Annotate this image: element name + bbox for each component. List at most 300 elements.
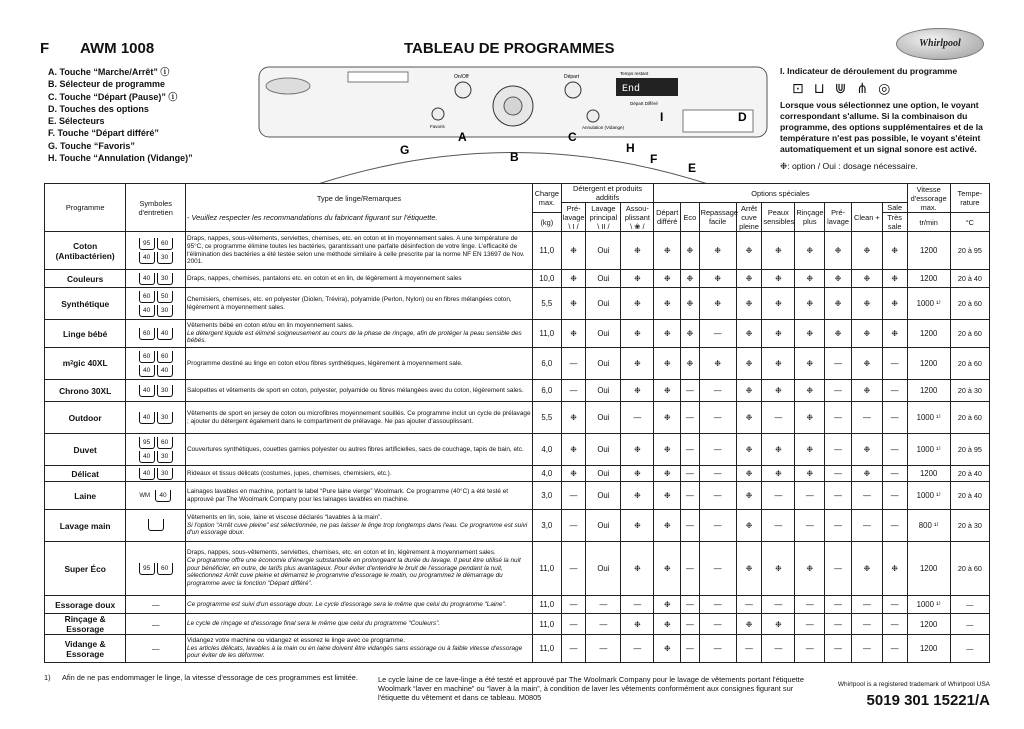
- table-cell: ❉: [851, 232, 882, 270]
- description-text: Draps, nappes, sous-vêtements, serviettes, chemises, etc. en coton et lin, légèrement à moyennement sales.: [187, 549, 496, 556]
- table-cell: ❉: [654, 542, 681, 596]
- table-cell: —: [699, 635, 736, 663]
- table-cell: Oui: [586, 466, 621, 482]
- table-cell: —: [851, 402, 882, 434]
- table-cell: 5,5: [532, 288, 561, 320]
- wash-temp-icon: 95: [139, 437, 155, 449]
- table-cell: —: [950, 596, 989, 614]
- letter-i: I: [660, 110, 664, 124]
- program-name: Outdoor: [45, 402, 126, 434]
- table-cell: 1000 ¹⁾: [907, 402, 950, 434]
- table-cell: Oui: [586, 402, 621, 434]
- table-row: [45, 596, 990, 614]
- program-description: [186, 596, 533, 614]
- table-cell: 3,0: [532, 482, 561, 510]
- wash-temp-icon: 40: [139, 273, 155, 285]
- program-description: [186, 614, 533, 635]
- care-symbols: [126, 232, 186, 270]
- trademark-note: Whirlpool is a registered trademark of Whirlpool USA: [837, 681, 990, 688]
- table-cell: —: [699, 614, 736, 635]
- wash-temp-icon: 30: [157, 273, 173, 285]
- table-row: [45, 288, 990, 320]
- wash-temp-icon: 95: [139, 563, 155, 575]
- table-cell: ❉: [561, 402, 586, 434]
- page-title: TABLEAU DE PROGRAMMES: [404, 40, 615, 57]
- prewash-icon: ⊡: [792, 80, 804, 96]
- program-description: [186, 434, 533, 466]
- legend-item-h: H. Touche “Annulation (Vidange)”: [48, 153, 193, 164]
- label-temps: Temps restant: [620, 71, 649, 76]
- col-vitesse-unit: tr/min: [907, 213, 950, 232]
- wash-temp-icon: 30: [157, 451, 173, 463]
- col-vitesse: Vitesse d'essorage max.: [907, 184, 950, 213]
- table-cell: ❉: [654, 635, 681, 663]
- table-cell: ❉: [621, 542, 654, 596]
- table-cell: —: [825, 482, 852, 510]
- table-cell: ❉: [736, 288, 762, 320]
- model-name: AWM 1008: [80, 40, 155, 57]
- table-cell: ❉: [795, 348, 825, 380]
- table-cell: ❉: [654, 466, 681, 482]
- program-description: [186, 270, 533, 288]
- table-cell: 20 à 40: [950, 466, 989, 482]
- care-symbols: [126, 596, 186, 614]
- table-head: [45, 184, 990, 232]
- table-cell: ❉: [681, 320, 700, 348]
- col-peaux: Peaux sensibles: [762, 203, 795, 232]
- table-cell: 11,0: [532, 232, 561, 270]
- table-cell: 20 à 95: [950, 232, 989, 270]
- table-cell: Oui: [586, 482, 621, 510]
- care-symbols: [126, 320, 186, 348]
- table-cell: —: [681, 510, 700, 542]
- col-type: [186, 184, 533, 232]
- table-cell: ❉: [621, 348, 654, 380]
- col-repassage: Repassage facile: [699, 203, 736, 232]
- table-cell: —: [882, 510, 907, 542]
- table-cell: ❉: [795, 270, 825, 288]
- description-text: Vidangez votre machine ou vidangez et essorez le linge avec ce programme.: [187, 636, 406, 644]
- table-cell: ❉: [654, 596, 681, 614]
- wash-temp-icon: 40: [139, 305, 155, 317]
- program-description: [186, 482, 533, 510]
- table-cell: —: [699, 596, 736, 614]
- table-cell: ❉: [795, 288, 825, 320]
- document-code: 5019 301 15221/A: [866, 692, 990, 709]
- table-cell: ❉: [681, 270, 700, 288]
- table-cell: ❉: [654, 288, 681, 320]
- wash-temp-icon: 30: [157, 412, 173, 424]
- care-symbols: [126, 270, 186, 288]
- wash-temp-icon: 40: [139, 365, 155, 377]
- table-cell: Oui: [586, 320, 621, 348]
- col-charge: Charge max.: [532, 184, 561, 213]
- table-cell: —: [586, 596, 621, 614]
- table-cell: 1000 ¹⁾: [907, 434, 950, 466]
- table-cell: 1200: [907, 232, 950, 270]
- table-cell: ❉: [795, 466, 825, 482]
- table-cell: ❉: [795, 542, 825, 596]
- table-cell: ❉: [736, 320, 762, 348]
- table-cell: ❉: [851, 320, 882, 348]
- table-cell: 1000 ¹⁾: [907, 596, 950, 614]
- table-cell: 20 à 95: [950, 434, 989, 466]
- table-cell: 1200: [907, 380, 950, 402]
- table-cell: ❉: [736, 232, 762, 270]
- table-cell: ❉: [654, 380, 681, 402]
- table-cell: —: [882, 402, 907, 434]
- label-start: Départ: [564, 74, 580, 80]
- table-cell: —: [882, 348, 907, 380]
- table-cell: ❉: [851, 434, 882, 466]
- table-cell: —: [851, 596, 882, 614]
- label-annulation: Annulation (Vidange): [582, 125, 624, 130]
- table-cell: —: [825, 402, 852, 434]
- table-cell: ❉: [795, 380, 825, 402]
- table-cell: Oui: [586, 542, 621, 596]
- care-symbols: [126, 288, 186, 320]
- wash-temp-icon: 95: [139, 238, 155, 250]
- onoff-button: [455, 82, 471, 98]
- description-note: Ce programme offre une économie d'énergie substantielle en prolongeant la durée du lavage. Il peut être utilisé la nuit pour bénéficier, en outre, de tarifs plus avantageux. Pour éviter d'entendre le bruit de l'essorage pendant la nuit, sélectionnez Arrêt cuve pleine et démarrez le programme d'essorage le matin, ou programmez le démarrage du programme avec la fonction “Départ différé”.: [187, 556, 521, 588]
- softener-drawer-icon: \ ❀ /: [630, 221, 645, 231]
- table-cell: ❉: [736, 402, 762, 434]
- table-cell: 11,0: [532, 320, 561, 348]
- table-cell: ❉: [851, 348, 882, 380]
- table-cell: ❉: [654, 482, 681, 510]
- table-cell: —: [795, 510, 825, 542]
- option-icon: ❉: [780, 161, 788, 171]
- legend-item-e: E. Sélecteurs: [48, 116, 105, 127]
- table-cell: ❉: [654, 614, 681, 635]
- table-cell: 4,0: [532, 434, 561, 466]
- description-note: Le cycle de rinçage et d'essorage final sera le même que celui du programme “Couleurs”.: [187, 620, 441, 628]
- table-row: [45, 402, 990, 434]
- program-name: Duvet: [45, 434, 126, 466]
- table-cell: Oui: [586, 380, 621, 402]
- table-cell: ❉: [654, 270, 681, 288]
- table-cell: —: [699, 320, 736, 348]
- table-cell: —: [681, 635, 700, 663]
- wash-temp-icon: 60: [157, 563, 173, 575]
- legend-list: [48, 66, 193, 164]
- spray-icon: ⋔: [856, 80, 869, 96]
- table-cell: ❉: [654, 434, 681, 466]
- program-description: [186, 288, 533, 320]
- wash-temp-icon: 40: [139, 451, 155, 463]
- table-cell: —: [681, 596, 700, 614]
- care-symbols: [126, 434, 186, 466]
- table-cell: —: [882, 596, 907, 614]
- table-cell: 5,5: [532, 402, 561, 434]
- table-cell: Oui: [586, 348, 621, 380]
- description-text: Draps, nappes, chemises, pantalons etc. en coton et en lin, de légèrement à moyennement sales: [187, 274, 462, 282]
- table-cell: —: [561, 542, 586, 596]
- table-cell: 1000 ¹⁾: [907, 482, 950, 510]
- table-cell: 6,0: [532, 348, 561, 380]
- table-cell: —: [699, 466, 736, 482]
- table-cell: —: [699, 510, 736, 542]
- program-description: [186, 380, 533, 402]
- table-cell: 11,0: [532, 596, 561, 614]
- table-cell: ❉: [681, 232, 700, 270]
- col-clean: Clean +: [851, 203, 882, 232]
- col-lavage: [586, 203, 621, 232]
- care-symbols: [126, 348, 186, 380]
- prewash-drawer-icon: \ I /: [568, 221, 579, 231]
- rinse-icon: ⋓: [834, 80, 847, 96]
- table-cell: ❉: [561, 434, 586, 466]
- table-cell: 6,0: [532, 380, 561, 402]
- description-note: Le détergent liquide est éliminé soigneusement au cours de la phase de rinçage, afin de protéger la peau sensible des bébés.: [187, 329, 522, 345]
- legend-item-b: B. Sélecteur de programme: [48, 79, 166, 90]
- table-cell: 20 à 60: [950, 320, 989, 348]
- table-cell: —: [561, 380, 586, 402]
- whirlpool-logo: Whirlpool: [896, 28, 984, 60]
- letter-g: G: [400, 143, 410, 157]
- col-programme: Programme: [45, 184, 126, 232]
- col-symboles: Symboles d'entretien: [126, 184, 186, 232]
- table-cell: —: [795, 482, 825, 510]
- table-cell: 20 à 40: [950, 482, 989, 510]
- care-symbol: —: [151, 644, 160, 653]
- table-cell: —: [586, 614, 621, 635]
- table-cell: ❉: [621, 466, 654, 482]
- table-row: [45, 380, 990, 402]
- table-cell: ❉: [851, 288, 882, 320]
- cancel-button: [587, 110, 599, 122]
- table-cell: Oui: [586, 510, 621, 542]
- table-cell: 3,0: [532, 510, 561, 542]
- wash-temp-icon: 40: [157, 365, 173, 377]
- wash-temp-icon: 40: [155, 490, 171, 502]
- table-cell: ❉: [882, 320, 907, 348]
- table-cell: ❉: [762, 466, 795, 482]
- table-cell: ❉: [736, 466, 762, 482]
- table-cell: ❉: [621, 270, 654, 288]
- table-cell: —: [561, 348, 586, 380]
- table-cell: 1000 ¹⁾: [907, 288, 950, 320]
- table-cell: ❉: [795, 320, 825, 348]
- letter-h: H: [626, 141, 635, 155]
- table-cell: —: [795, 635, 825, 663]
- legend-item-g: G. Touche “Favoris”: [48, 140, 135, 151]
- table-cell: 20 à 60: [950, 288, 989, 320]
- table-cell: ❉: [699, 288, 736, 320]
- table-cell: ❉: [762, 348, 795, 380]
- table-cell: —: [586, 635, 621, 663]
- table-cell: —: [736, 596, 762, 614]
- table-cell: ❉: [762, 288, 795, 320]
- col-rincage: Rinçage plus: [795, 203, 825, 232]
- table-row: [45, 635, 990, 663]
- option-note-text: : option / Oui : dosage nécessaire.: [787, 161, 918, 171]
- table-cell: —: [699, 482, 736, 510]
- table-cell: ❉: [825, 232, 852, 270]
- table-cell: —: [681, 434, 700, 466]
- description-text: Rideaux et tissus délicats (costumes, jupes, chemises, chemisiers, etc.).: [187, 469, 392, 477]
- wash-temp-icon: 60: [139, 351, 155, 363]
- table-cell: Oui: [586, 232, 621, 270]
- table-cell: —: [825, 348, 852, 380]
- table-row: [45, 270, 990, 288]
- wash-temp-icon: 30: [157, 252, 173, 264]
- program-name: Coton (Antibactérien): [45, 232, 126, 270]
- language-code: F: [40, 40, 50, 57]
- program-name: Rinçage & Essorage: [45, 614, 126, 635]
- table-cell: —: [621, 635, 654, 663]
- description-note: Ce programme est suivi d'un essorage doux. Le cycle d'essorage sera le même que celui du programme “Laine”.: [187, 600, 507, 608]
- table-body: [45, 232, 990, 663]
- table-cell: ❉: [882, 232, 907, 270]
- legend-item-d: D. Touches des options: [48, 103, 149, 114]
- col-type-title: Type de linge/Remarques: [316, 193, 402, 203]
- table-cell: ❉: [736, 614, 762, 635]
- table-cell: —: [825, 542, 852, 596]
- table-cell: ❉: [736, 270, 762, 288]
- description-text: Vêtements en lin, soie, laine et viscose déclarés “lavables à la main”.: [187, 513, 383, 521]
- footnote-text: Afin de ne pas endommager le linge, la vitesse d'essorage de ces programmes est limitée.: [62, 673, 358, 682]
- indicator-title: I. Indicateur de déroulement du programme: [780, 66, 958, 76]
- table-cell: ❉: [621, 482, 654, 510]
- control-panel-diagram: [258, 66, 768, 184]
- table-cell: ❉: [699, 270, 736, 288]
- table-cell: —: [699, 542, 736, 596]
- col-prelavage: [561, 203, 586, 232]
- table-cell: —: [851, 614, 882, 635]
- table-cell: 10,0: [532, 270, 561, 288]
- wash-temp-icon: 60: [157, 351, 173, 363]
- table-cell: 11,0: [532, 542, 561, 596]
- table-cell: —: [825, 596, 852, 614]
- display-text: End: [622, 84, 641, 95]
- table-cell: ❉: [851, 542, 882, 596]
- program-name: m⁲gic 40XL: [45, 348, 126, 380]
- program-description: [186, 348, 533, 380]
- table-cell: 1200: [907, 320, 950, 348]
- wash-temp-icon: 30: [157, 385, 173, 397]
- table-cell: —: [681, 380, 700, 402]
- spin-icon: ◎: [878, 80, 891, 96]
- table-cell: ❉: [795, 434, 825, 466]
- program-description: [186, 542, 533, 596]
- table-cell: ❉: [621, 434, 654, 466]
- col-options: Options spéciales: [654, 184, 907, 203]
- description-text: Salopettes et vêtements de sport en coton, polyester, polyamide ou fibres mélangées avec du coton, légèrement sales.: [187, 386, 524, 394]
- table-cell: —: [699, 380, 736, 402]
- care-symbols: [126, 482, 186, 510]
- program-table: [44, 183, 990, 663]
- legend-item-a: A. Touche “Marche/Arrêt” ⓘ: [48, 67, 170, 77]
- table-cell: ❉: [762, 614, 795, 635]
- table-cell: —: [882, 466, 907, 482]
- col-temp: Tempe-rature: [950, 184, 989, 213]
- col-tres-sale: Très sale: [882, 213, 907, 232]
- program-name: Vidange & Essorage: [45, 635, 126, 663]
- table-cell: 1200: [907, 348, 950, 380]
- col-assou: [621, 203, 654, 232]
- letter-a: A: [458, 130, 467, 144]
- table-cell: —: [681, 614, 700, 635]
- letter-e: E: [688, 161, 697, 175]
- description-text: Programme destiné au linge en coton et/ou fibres synthétiques, légèrement à moyennement sale.: [187, 359, 463, 367]
- description-text: Lainages lavables en machine, portant le label “Pure laine vierge” Woolmark. Ce programme (40°C) a été testé et approuvé par The Woolmark Company pour les lainages lavables en machine.: [187, 487, 509, 503]
- wash-temp-icon: 40: [139, 468, 155, 480]
- care-symbol: —: [151, 600, 160, 609]
- table-cell: ❉: [621, 380, 654, 402]
- table-cell: —: [681, 402, 700, 434]
- program-description: [186, 466, 533, 482]
- wash-icon: ⊔: [813, 80, 825, 96]
- favorites-button: [432, 108, 444, 120]
- program-description: [186, 232, 533, 270]
- table-cell: ❉: [736, 348, 762, 380]
- label-onoff: On/Off: [454, 74, 469, 80]
- main-wash-drawer-icon: \ II /: [597, 221, 610, 231]
- table-cell: 1200: [907, 466, 950, 482]
- table-cell: —: [882, 482, 907, 510]
- table-cell: ❉: [621, 288, 654, 320]
- wash-temp-icon: 40: [139, 252, 155, 264]
- program-description: [186, 320, 533, 348]
- table-cell: 20 à 60: [950, 402, 989, 434]
- table-cell: ❉: [736, 482, 762, 510]
- table-cell: ❉: [762, 434, 795, 466]
- start-button: [565, 82, 581, 98]
- table-cell: —: [851, 482, 882, 510]
- description-text: Vêtements bébé en coton et/ou en lin moyennement sales.: [187, 321, 354, 329]
- table-cell: —: [825, 380, 852, 402]
- wash-temp-icon: 40: [157, 328, 173, 340]
- table-cell: —: [762, 402, 795, 434]
- description-note: Si l'option “Arrêt cuve pleine” est sélectionnée, ne pas laisser le linge trop longtemps dans l'eau. Ce programme est suivi d'un essorage doux.: [187, 521, 528, 537]
- table-cell: —: [681, 466, 700, 482]
- table-cell: —: [825, 614, 852, 635]
- table-row: [45, 482, 990, 510]
- col-lavage-label: Lavage principal: [589, 203, 618, 222]
- letter-d: D: [738, 110, 747, 124]
- legend-item-c: C. Touche “Départ (Pause)” ⓘ: [48, 91, 178, 102]
- table-row: [45, 434, 990, 466]
- table-cell: 1200: [907, 614, 950, 635]
- table-cell: —: [825, 434, 852, 466]
- table-cell: —: [825, 466, 852, 482]
- table-cell: —: [736, 635, 762, 663]
- table-row: [45, 466, 990, 482]
- description-text: Draps, nappes, sous-vêtements, serviettes, chemises, etc. en coton et lin moyennement sales. A une température de 95°C, ce programme élimine toutes les bactéries, garantissant une parfaite désinfection de votre linge. L'efficacité de l'élimination des bactéries a été testée selon une méthode similaire à celle prescrite par la norme NF EN 13697 de Nov. 2001.: [187, 234, 525, 266]
- care-symbols: [126, 380, 186, 402]
- description-note: Les articles délicats, lavables à la main ou en laine doivent être vidangés sans essorage ou à faible vitesse d'essorage pour éviter de les déformer.: [187, 644, 523, 660]
- table-cell: —: [621, 402, 654, 434]
- indicator-text: Lorsque vous sélectionnez une option, le voyant correspondant s'allume. Si la combinaison du programme, des options supplémentaires et de la température n'est pas possible, le voyant s'éteint automatiquement et un signal sonore est activé.: [780, 100, 983, 154]
- program-description: [186, 510, 533, 542]
- description-text: Vêtements de sport en jersey de coton ou microfibres moyennement souillés. Ce programme inclut un cycle de prélavage ; ajouter du détergent également dans le compartiment de prélavage. Ne pas ajouter d'assouplissant.: [187, 409, 531, 425]
- col-sale: Sale: [882, 203, 907, 213]
- program-name: Essorage doux: [45, 596, 126, 614]
- table-cell: —: [561, 614, 586, 635]
- page-header: [40, 38, 984, 60]
- table-cell: ❉: [621, 614, 654, 635]
- table-cell: ❉: [621, 320, 654, 348]
- wash-temp-icon: 60: [139, 328, 155, 340]
- table-cell: ❉: [654, 232, 681, 270]
- care-symbols: [126, 466, 186, 482]
- table-cell: ❉: [561, 466, 586, 482]
- label-depart-diff: Départ Différé: [630, 101, 658, 106]
- table-cell: —: [851, 635, 882, 663]
- wash-temp-icon: 30: [157, 305, 173, 317]
- table-cell: 1200: [907, 270, 950, 288]
